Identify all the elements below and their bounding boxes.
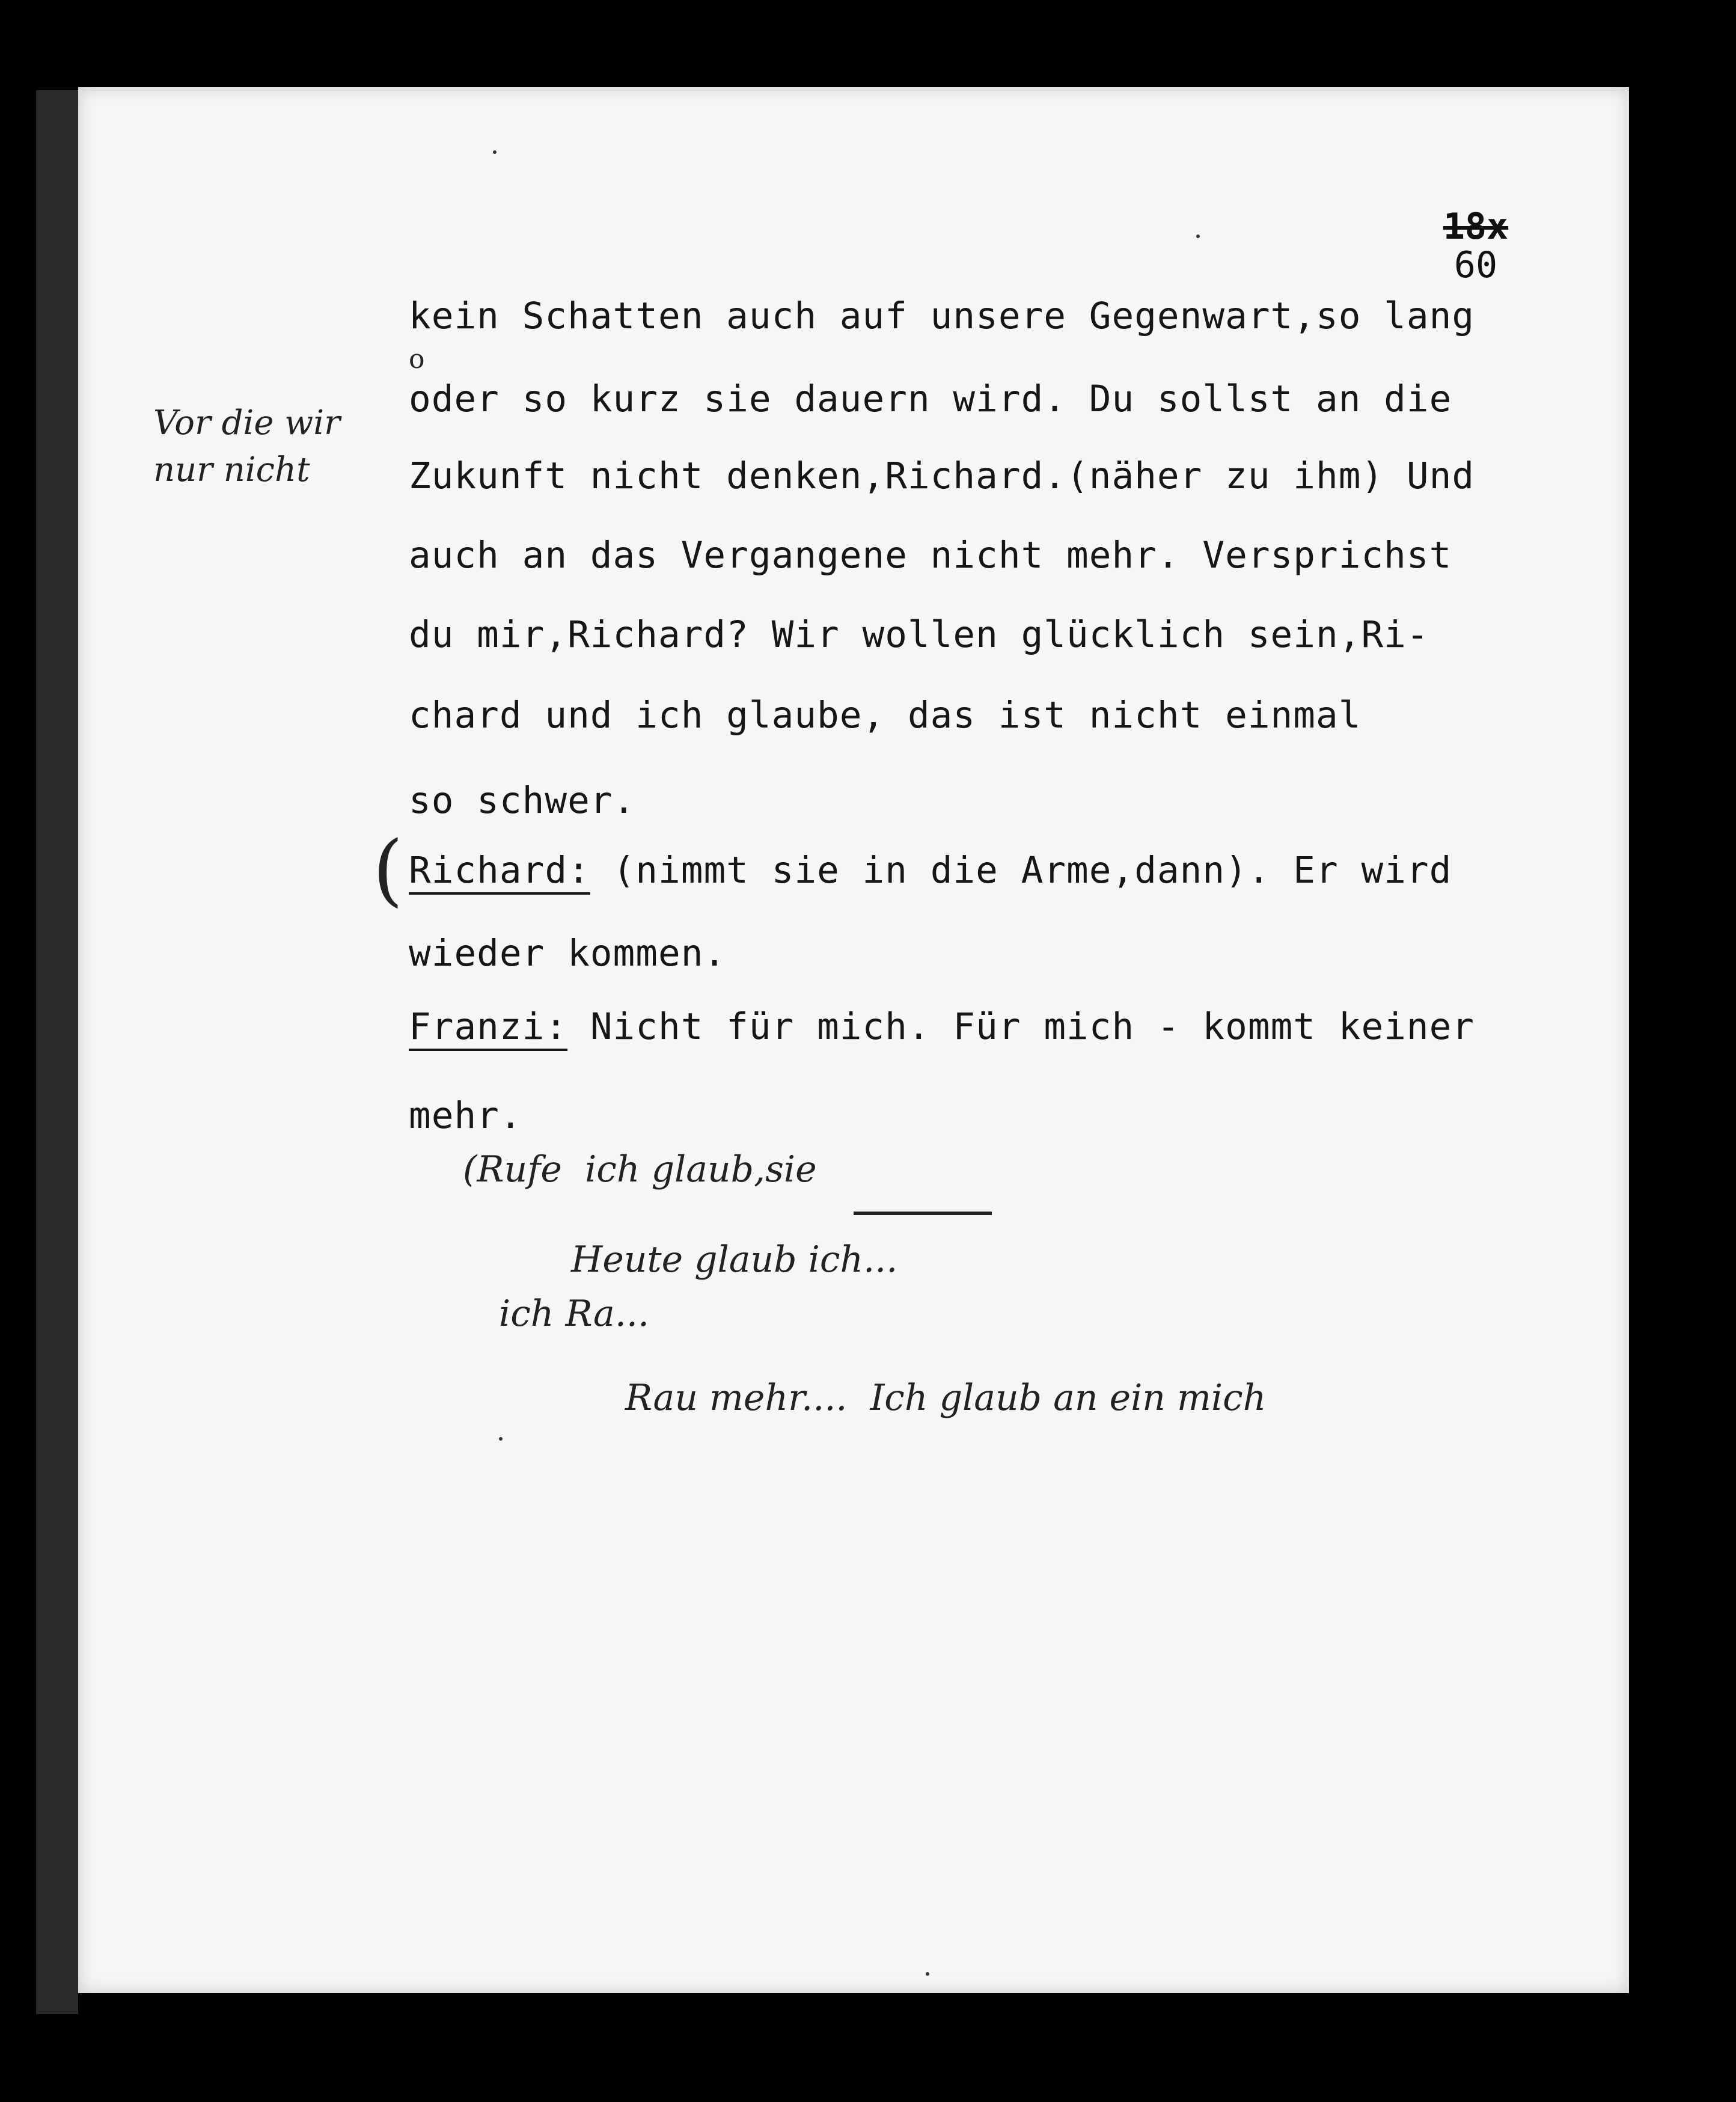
speck [1196,234,1200,238]
typed-line-6: chard und ich glaube, das ist nicht einmal [409,694,1362,737]
speaker-franzi: Franzi: [409,1005,568,1048]
typed-line-5: du mir,Richard? Wir wollen glücklich sein,Ri- [409,613,1429,656]
typed-line-7: so schwer. [409,779,636,822]
dialogue-franzi: Nicht für mich. Für mich - kommt keiner [590,1005,1475,1048]
typed-line-1: kein Schatten auch auf unsere Gegenwart,so lang [409,295,1475,337]
handwritten-note-3: ich Ra... [499,1293,650,1335]
handwritten-note-4: Rau mehr.... Ich glaub an ein mich [625,1377,1267,1419]
page-number-old: 18x [1443,206,1509,248]
speck [493,150,497,154]
handwritten-inserted-o: o [409,344,425,375]
page-number [1434,207,1518,284]
typed-line-3: Zukunft nicht denken,Richard.(näher zu ihm) Und [409,455,1475,497]
typed-line-10 [409,1005,1475,1049]
typed-line-9: wieder kommen. [409,932,727,975]
speck [926,1972,929,1976]
page-number-new: 60 [1453,244,1498,286]
handwritten-stroke [854,1212,992,1215]
handwritten-note-1: (Rufe ich glaub,sie [463,1148,817,1190]
speck [499,1437,503,1441]
handwritten-note-2: Heute glaub ich... [571,1239,898,1281]
typed-line-11: mehr. [409,1094,522,1137]
typed-line-4: auch an das Vergangene nicht mehr. Versprichst [409,534,1452,577]
dialogue-richard: (nimmt sie in die Arme,dann). Er wird [613,849,1452,892]
typed-line-2: oder so kurz sie dauern wird. Du sollst an die [409,378,1452,420]
speaker-richard: Richard: [409,849,590,892]
handwritten-margin-note: Vor die wir nur nicht [153,403,340,489]
book-binding [36,90,78,2014]
handwritten-paren-left: ( [373,824,403,915]
typed-line-8 [409,849,1452,892]
